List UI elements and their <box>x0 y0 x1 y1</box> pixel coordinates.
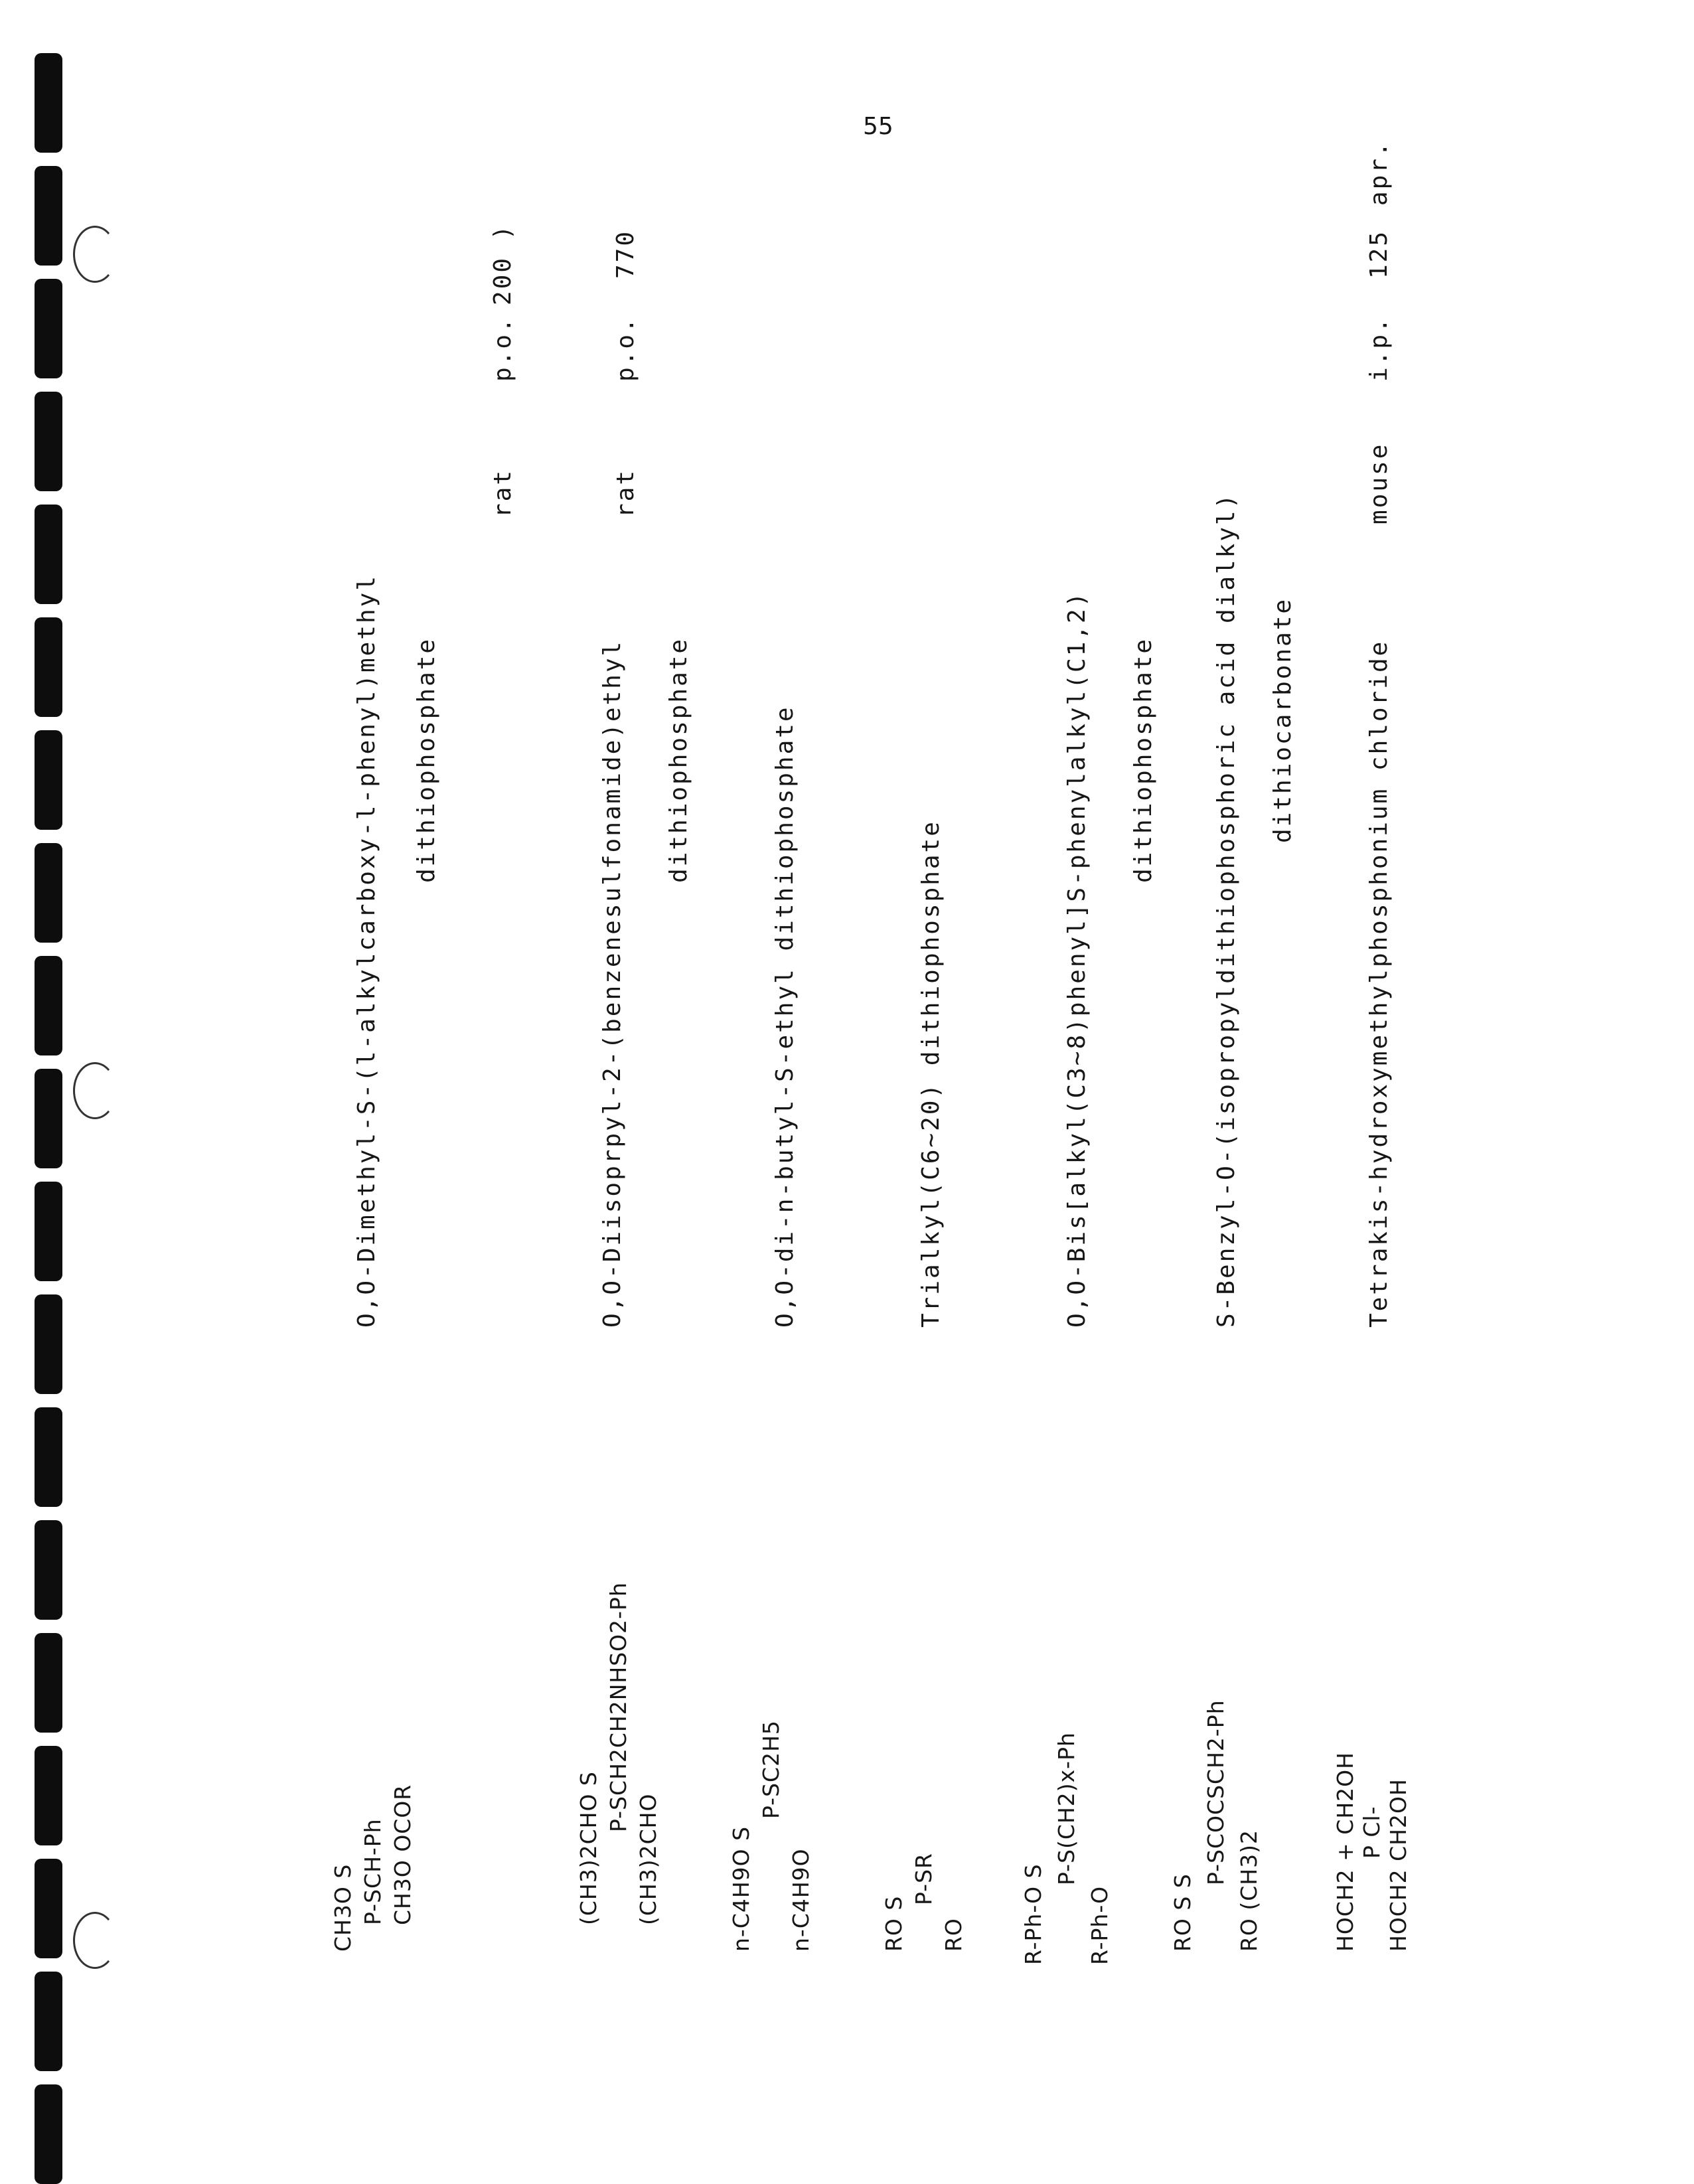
route: p.o. <box>612 316 639 382</box>
structure-line: P Cl- <box>1359 1806 1385 1859</box>
chemical-structure <box>1055 1732 1077 1885</box>
punch-hole <box>35 279 62 378</box>
punch-hole <box>35 1294 62 1394</box>
binder-ring-mark <box>73 226 117 283</box>
species: rat <box>489 468 516 518</box>
chemical-structure <box>637 1794 659 1925</box>
structure-line: P-SCH2CH2NHSO2-Ph <box>605 1582 631 1832</box>
structure-line: P-SC2H5 <box>758 1720 784 1819</box>
ld50-value: 200 ) <box>489 223 516 305</box>
structure-line: (CH3)2CHO S <box>576 1771 601 1925</box>
punch-hole <box>35 1182 62 1281</box>
chemical-structure <box>362 1818 384 1925</box>
structure-line: R-Ph-O S <box>1020 1863 1046 1965</box>
punch-hole <box>35 166 62 266</box>
chemical-structure <box>392 1784 414 1925</box>
compound-name: Tetrakis-hydroxymethylphosphonium chloride <box>1365 639 1393 1328</box>
structure-line: n-C4H9O S <box>728 1826 754 1952</box>
chemical-structure <box>943 1918 964 1952</box>
route: p.o. <box>489 316 516 382</box>
structure-line: RO <box>941 1918 966 1952</box>
route: i.p. <box>1365 316 1393 382</box>
structure-line: HOCH2 CH2OH <box>1385 1778 1411 1952</box>
ld50-value: 770 <box>612 229 639 279</box>
punch-hole <box>35 53 62 153</box>
punch-hole <box>35 2084 62 2184</box>
chemical-structure <box>1334 1752 1356 1952</box>
compound-name-continued: dithiophosphate <box>1130 637 1157 883</box>
punch-hole <box>35 1407 62 1507</box>
binder-ring-mark <box>73 1912 117 1969</box>
compound-name-continued: dithiophosphate <box>413 637 440 883</box>
chemical-structure <box>913 1853 935 1905</box>
punch-hole <box>35 392 62 491</box>
punch-hole <box>35 1069 62 1168</box>
structure-line: R-Ph-O <box>1087 1885 1113 1965</box>
compound-name: O,O-Bis[alkyl(C3~8)phenyl]S-phenylalkyl(C1,2) <box>1063 590 1091 1328</box>
chemical-structure <box>332 1864 354 1952</box>
structure-line: RO S <box>881 1895 907 1952</box>
structure-line: P-SCOCSCH2-Ph <box>1203 1699 1229 1885</box>
species: rat <box>612 468 639 518</box>
approximation-note: apr. <box>1365 140 1393 206</box>
punch-hole <box>35 1972 62 2071</box>
chemical-structure <box>1238 1830 1260 1952</box>
compound-name: Trialkyl(C6~20) dithiophosphate <box>917 820 945 1328</box>
punch-hole <box>35 1520 62 1620</box>
compound-name-continued: dithiophosphate <box>665 637 692 883</box>
structure-line: n-C4H9O <box>788 1848 814 1952</box>
punch-hole <box>35 1633 62 1733</box>
structure-line: CH3O S <box>330 1863 356 1952</box>
structure-line: RO (CH3)2 <box>1236 1830 1262 1952</box>
chemical-structure <box>1172 1873 1194 1952</box>
compound-name: O,O-Diisoprpyl-2-(benzenesulfonamide)ethyl <box>599 639 626 1328</box>
chemical-structure <box>1089 1886 1111 1965</box>
punch-hole <box>35 1746 62 1845</box>
structure-line: (CH3)2CHO <box>635 1793 661 1925</box>
punch-hole <box>35 843 62 943</box>
structure-line: CH3O OCOR <box>390 1784 416 1925</box>
chemical-structure <box>760 1720 782 1819</box>
structure-line: P-SCH-Ph <box>360 1818 386 1925</box>
structure-line: HOCH2 + CH2OH <box>1332 1752 1358 1952</box>
chemical-structure <box>1361 1806 1383 1859</box>
chemical-structure <box>1205 1699 1227 1885</box>
punch-hole <box>35 956 62 1055</box>
compound-name: S-Benzyl-O-(isopropyldithiophosphoric acid dialkyl) <box>1213 492 1240 1328</box>
punch-hole <box>35 730 62 830</box>
chemical-structure <box>883 1896 905 1952</box>
page-number: 55 <box>863 113 893 140</box>
binder-punch-strip <box>0 0 80 2182</box>
species: mouse <box>1365 442 1393 524</box>
chemical-structure <box>730 1826 752 1952</box>
punch-hole <box>35 617 62 717</box>
structure-line: RO S S <box>1170 1873 1195 1952</box>
punch-hole <box>35 1859 62 1958</box>
chemical-structure <box>1387 1778 1409 1952</box>
chemical-structure <box>607 1582 629 1832</box>
compound-name: O,O-Dimethyl-S-(l-alkylcarboxy-l-phenyl)methyl <box>353 574 380 1328</box>
chemical-structure <box>790 1848 812 1952</box>
punch-hole <box>35 505 62 604</box>
compound-name-continued: dithiocarbonate <box>1269 597 1296 843</box>
structure-line: P-SR <box>911 1853 937 1905</box>
chemical-structure <box>578 1771 599 1925</box>
chemical-structure <box>1022 1863 1044 1965</box>
binder-ring-mark <box>73 1062 117 1119</box>
compound-name: O,O-di-n-butyl-S-ethyl dithiophosphate <box>771 705 799 1328</box>
ld50-value: 125 <box>1365 229 1393 279</box>
structure-line: P-S(CH2)x-Ph <box>1053 1732 1079 1885</box>
